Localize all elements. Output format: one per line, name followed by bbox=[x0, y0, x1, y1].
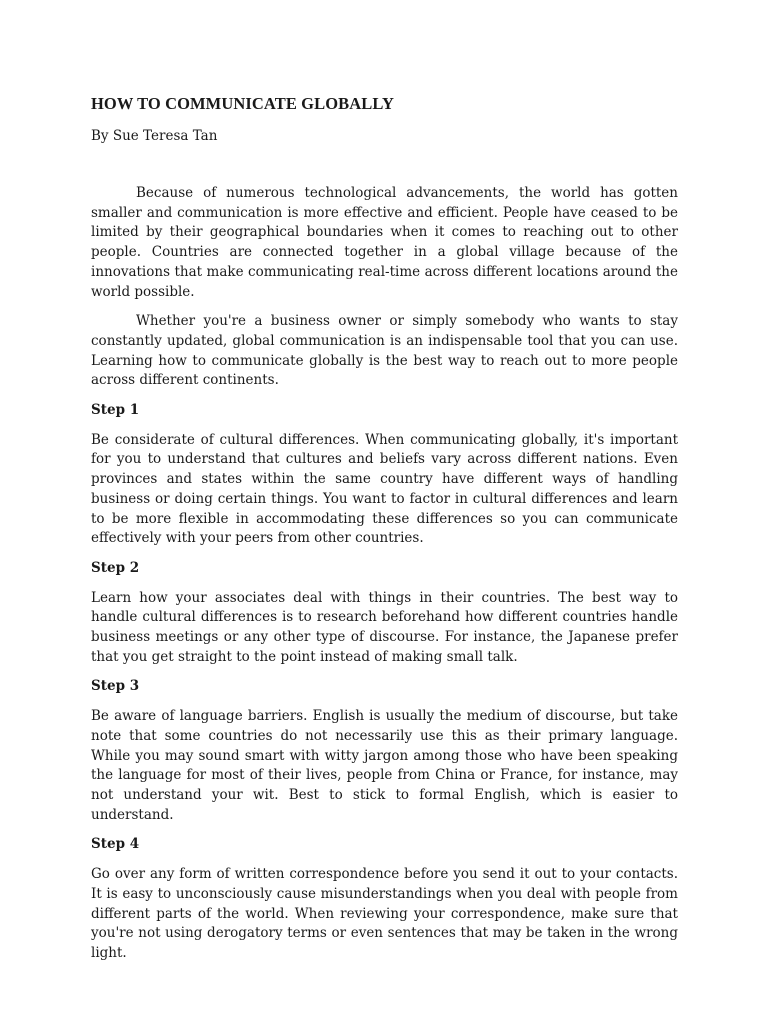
step-4-text: Go over any form of written correspondence before you send it out to your contacts. It is easy to unconsciously cause misunderstandings when you deal with people from different parts of the world. When reviewing your correspondence, make sure that you're not using derogatory terms or even sentences that may be taken in the wrong light. bbox=[91, 866, 678, 961]
step-2-section bbox=[91, 559, 678, 668]
step-3-section bbox=[91, 677, 678, 825]
step-1-heading: Step 1 bbox=[91, 402, 140, 419]
step-3-text: Be aware of language barriers. English is usually the medium of discourse, but take note that some countries do not necessarily use this as their primary language. While you may sound smart with witty jargon among those who have been speaking the language for most of their lives, people from China or France, for instance, may not understand your wit. Best to stick to formal English, which is easier to understand. bbox=[91, 708, 678, 823]
document-title: HOW TO COMMUNICATE GLOBALLY bbox=[91, 94, 394, 113]
intro-paragraph-2: Whether you're a business owner or simply somebody who wants to stay constantly updated, global communication is an indispensable tool that you can use. Learning how to communicate globally is the best way to reach out to more people across different continents. bbox=[91, 313, 678, 389]
document-byline: By Sue Teresa Tan bbox=[91, 128, 218, 144]
step-2-heading: Step 2 bbox=[91, 559, 140, 576]
step-1-text: Be considerate of cultural differences. When communicating globally, it's important for you to understand that cultures and beliefs vary across different nations. Even provinces and states within the same country have different ways of handling business or doing certain things. You want to factor in cultural differences and learn to be more flexible in accommodating these differences so you can communicate effectively with your peers from other countries. bbox=[91, 431, 678, 547]
step-4-heading: Step 4 bbox=[91, 836, 140, 853]
intro-paragraph-1: Because of numerous technological advancements, the world has gotten smaller and communication is more effective and efficient. People have ceased to be limited by their geographical boundaries when it comes to reaching out to other people. Countries are connected together in a global village because of the innovations that make communicating real-time across different locations around the world possible. bbox=[91, 185, 678, 300]
step-4-section bbox=[91, 835, 678, 963]
step-2-text: Learn how your associates deal with things in their countries. The best way to handle cultural differences is to research beforehand how different countries handle business meetings or any other type of discourse. For instance, the Japanese prefer that you get straight to the point instead of making small talk. bbox=[91, 589, 678, 665]
step-3-heading: Step 3 bbox=[91, 678, 140, 695]
step-1-section bbox=[91, 401, 678, 549]
